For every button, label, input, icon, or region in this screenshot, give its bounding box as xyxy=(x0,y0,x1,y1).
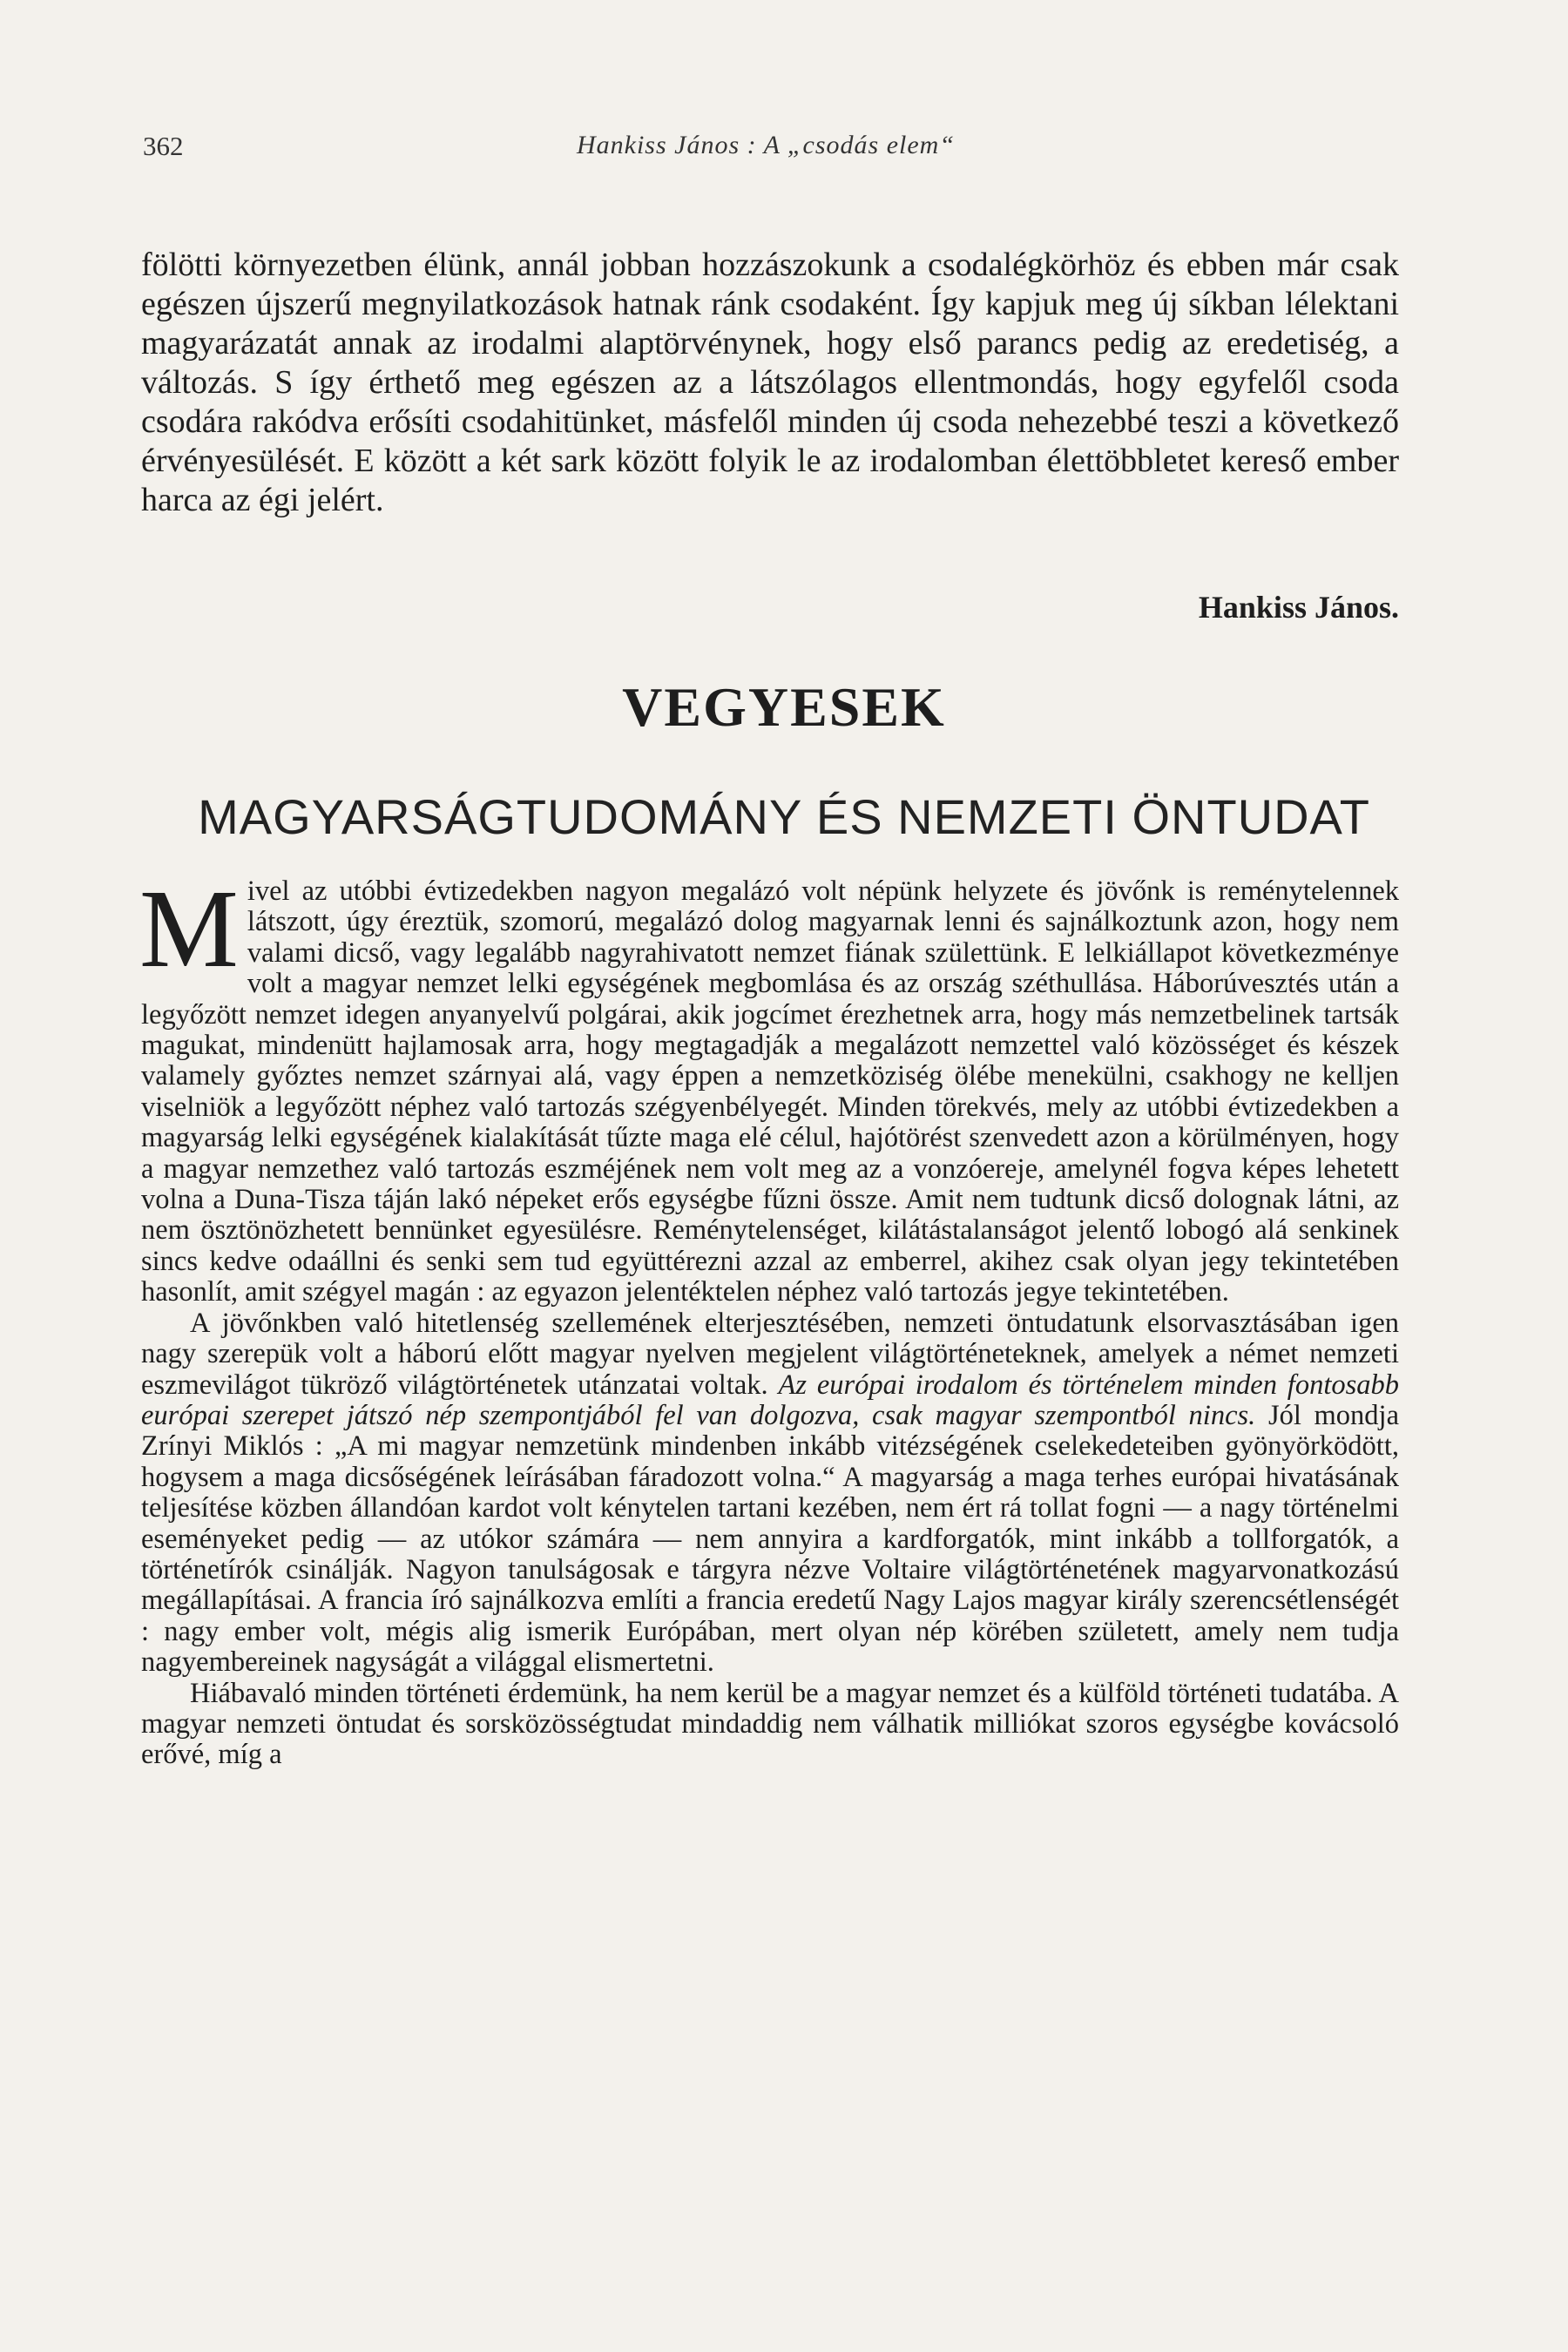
section-title: VEGYESEK xyxy=(622,676,946,738)
previous-article-closing-paragraph: fölötti környezetben élünk, annál jobban hozzászokunk a csodalégkörhöz és ebben már csak egészen újszerű megnyilatkozások hatnak ránk csodaként. Így kapjuk meg új síkban lélektani magyarázatát annak az irodalmi alaptörvénynek, hogy első parancs pedig az eredetiség, a változás. S így érthető meg egészen az a látszólagos ellentmondás, hogy egyfelől csoda csodára rakódva erősíti csodahitünket, másfelől minden új csoda nehezebbé teszi a következő érvényesülését. E között a két sark között folyik le az irodalomban élettöbbletet kereső ember harca az égi jelért. xyxy=(141,247,1399,518)
article-body xyxy=(139,867,1400,1771)
paragraph-2-italic: Az európai irodalom és történelem minden fontosabb európai szerepet játszó nép szempontjából fel van dolgozva, csak magyar szempontból nincs. xyxy=(141,1369,1400,1431)
drop-cap: M xyxy=(139,867,239,990)
article-paragraph-3: Hiábavaló minden történeti érdemünk, ha nem kerül be a magyar nemzet és a külföld történeti tudatába. A magyar nemzeti öntudat és sorsközösségtudat mindaddig nem válhatik milliókat szoros egységbe kovácsoló erővé, míg a xyxy=(141,1677,1399,1771)
author-signature: Hankiss János. xyxy=(1198,590,1399,625)
running-title: Hankiss János : A „csodás elem“ xyxy=(576,131,956,159)
page-number: 362 xyxy=(143,131,184,161)
paragraph-1-text: ivel az utóbbi évtizedekben nagyon megalázó volt népünk helyzete és jövőnk is reménytelennek látszott, úgy éreztük, szomorú, megalázó dolog magyarnak lenni és sajnálkoztunk azon, hogy nem valami dicső, vagy legalább nagyrahivatott nemzet fiának születtünk. E lelkiállapot következménye volt a magyar nemzet lelki egységének megbomlása és az ország széthullása. Háborúvesztés után a legyőzött nemzet idegen anyanyelvű polgárai, akik jogcímet érezhetnek arra, hogy más nemzetbelinek tartsák magukat, mindenütt hajlamosak arra, hogy megtagadják a megalázott nemzettel való közösséget és készek valamely győztes nemzet szárnyai alá, vagy éppen a nemzetköziség ölébe menekülni, csakhogy ne kelljen viselniök a legyőzött néphez való tartozás szégyenbélyegét. Minden törekvés, mely az utóbbi évtizedekben a magyarság lelki egységének kialakítását tűzte maga elé célul, hajótörést szenvedett azon a körülményen, hogy a magyar nemzethez való tartozás eszméjének nem volt meg az a vonzóereje, amelynél fogva képes lehetett volna a Duna-Tisza táján lakó népeket erős egységbe fűzni össze. Amit nem tudtunk dicső dolognak látni, az nem ösztönözhetett bennünket egyesülésre. Reménytelenséget, kilátástalanságot jelentő lobogó alá senkinek sincs kedve odaállni és senki sem tud együttérezni azzal az emberrel, akihez csak olyan jegy tekintetében hasonlít, amit szégyel magán : az egyazon jelentéktelen néphez való tartozás jegye tekintetében. xyxy=(141,875,1399,1308)
paragraph-2-start: A jövőnkben való hitetlenség szellemének elterjesztésében, nemzeti öntudatunk elsorvasztásában igen nagy szerepük volt a háború előtt magyar nyelven megjelent világtörténeteknek, amelyek a német nemzeti eszmevilágot tükröző világtörténetek utánzatai voltak. xyxy=(141,1307,1399,1401)
running-head xyxy=(143,131,1389,169)
article-paragraph-2 xyxy=(141,1308,1399,1679)
article-paragraph-1 xyxy=(139,867,1399,1308)
article-title: MAGYARSÁGTUDOMÁNY ÉS NEMZETI ÖNTUDAT xyxy=(198,789,1370,844)
paragraph-2-end: Jól mondja Zrínyi Miklós : „A mi magyar nemzetünk mindenben inkább vitézségének cselekedeteiben gyönyörködött, hogysem a maga dicsőségének leírásában fáradozott volna.“ A magyarság a maga terhes európai hivatásának teljesítése közben állandóan kardot volt kénytelen tartani kezében, nem ért rá tollat fogni — a nagy történelmi eseményeket pedig — az utókor számára — nem annyira a kardforgatók, mint inkább a tollforgatók, a történetírók csinálják. Nagyon tanulságosak e tárgyra nézve Voltaire világtörténetének magyarvonatkozású megállapításai. A francia író sajnálkozva említi a francia eredetű Nagy Lajos magyar király szerencsétlenségét : nagy ember volt, mégis alig ismerik Európában, mert olyan nép körében született, amely nem tudja nagyembereinek nagyságát a világgal elismertetni. xyxy=(141,1399,1400,1679)
